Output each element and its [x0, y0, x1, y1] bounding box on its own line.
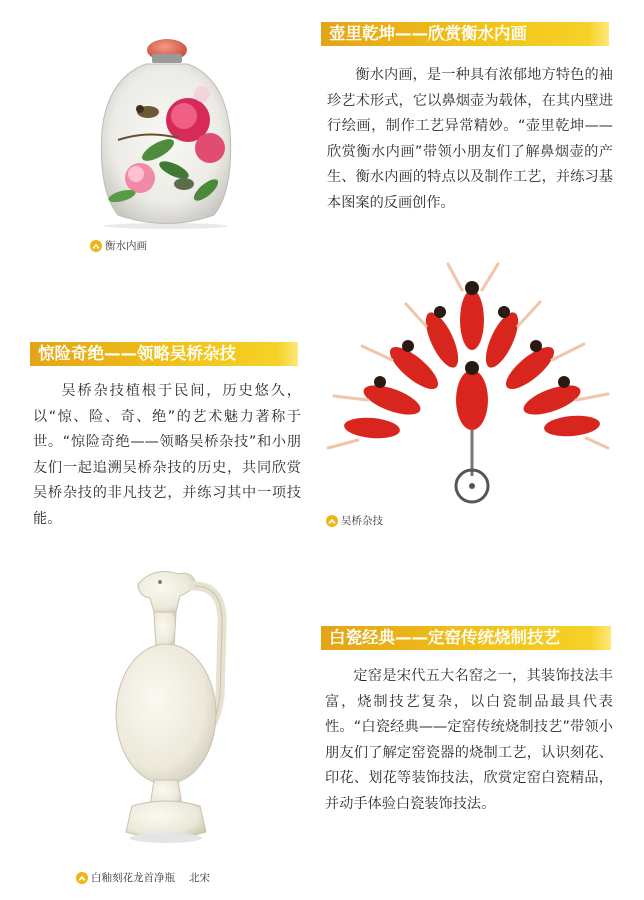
paragraph-dingyao: 定窑是宋代五大名窑之一，其装饰技法丰富，烧制技艺复杂，以白瓷制品最具代表性。“白瓷经典——定窑传统烧制技艺”带领小朋友们了解定窑瓷器的烧制工艺，认识刻花、印花、划花等装饰技法，欣赏定窑白瓷精品，并动手体验白瓷装饰技法。 — [325, 668, 613, 812]
caption-wuqiao — [326, 514, 383, 528]
caption-dingyao-period: 北宋 — [189, 872, 210, 884]
caption-wuqiao-text: 吴桥杂技 — [341, 515, 383, 527]
mountain-caption-icon — [326, 515, 338, 527]
snuff-bottle-image — [88, 20, 244, 230]
acrobatics-image — [322, 250, 610, 506]
mountain-caption-icon — [76, 872, 88, 884]
mountain-caption-icon — [90, 240, 102, 252]
porcelain-ewer-image — [94, 556, 254, 856]
paragraph-hengshui: 衡水内画，是一种具有浓郁地方特色的袖珍艺术形式，它以鼻烟壶为载体，在其内壁进行绘画，制作工艺异常精妙。“壶里乾坤——欣赏衡水内画”带领小朋友们了解鼻烟壶的产生、衡水内画的特点以及制作工艺，并练习基本图案的反画创作。 — [327, 67, 613, 211]
section-title-dingyao: 白瓷经典——定窑传统烧制技艺 — [321, 626, 611, 650]
section-title-hengshui: 壶里乾坤——欣赏衡水内画 — [321, 22, 609, 46]
section-title-wuqiao: 惊险奇绝——领略吴桥杂技 — [30, 342, 298, 366]
caption-dingyao-text: 白釉刻花龙首净瓶 — [91, 872, 175, 884]
caption-hengshui — [90, 239, 147, 253]
caption-hengshui-text: 衡水内画 — [105, 240, 147, 252]
paragraph-wuqiao: 吴桥杂技植根于民间，历史悠久，以“惊、险、奇、绝”的艺术魅力著称于世。“惊险奇绝——领略吴桥杂技”和小朋友们一起追溯吴桥杂技的历史，共同欣赏吴桥杂技的非凡技艺，并练习其中一项技能。 — [33, 383, 301, 527]
caption-dingyao — [76, 871, 210, 885]
